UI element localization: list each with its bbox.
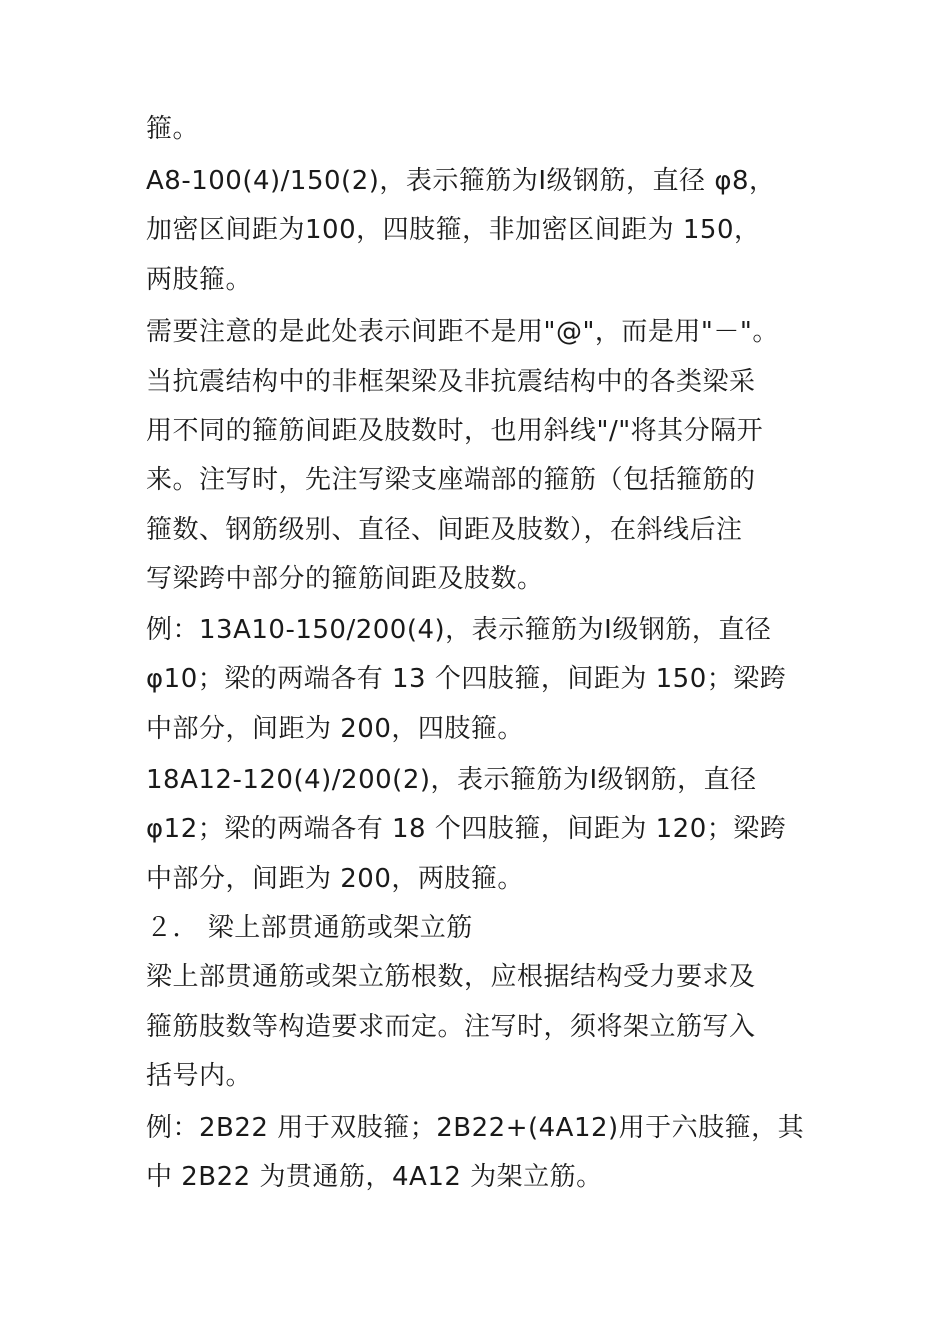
text-line: 中 2B22 为贯通筋，4A12 为架立筋。 — [146, 1162, 603, 1192]
text-line: 箍筋肢数等构造要求而定。注写时，须将架立筋写入 — [146, 1012, 756, 1042]
text-line: 括号内。 — [146, 1061, 253, 1091]
text-line: 写梁跨中部分的箍筋间距及肢数。 — [146, 564, 544, 594]
text-line: 箍。 — [146, 114, 200, 144]
text-line: 箍数、钢筋级别、直径、间距及肢数），在斜线后注 — [146, 515, 743, 545]
section-heading: ２． 梁上部贯通筋或架立筋 — [146, 913, 473, 943]
text-line: 来。注写时，先注写梁支座端部的箍筋（包括箍筋的 — [146, 465, 756, 495]
text-line: 例：2B22 用于双肢箍；2B22+(4A12)用于六肢箍，其 — [146, 1113, 805, 1143]
text-line: 例：13A10-150/200(4)，表示箍筋为Ⅰ级钢筋，直径 — [146, 615, 772, 645]
text-line: 当抗震结构中的非框架梁及非抗震结构中的各类梁采 — [146, 367, 756, 397]
text-line: 中部分，间距为 200，四肢箍。 — [146, 714, 524, 744]
text-line: 用不同的箍筋间距及肢数时，也用斜线"/"将其分隔开 — [146, 416, 764, 446]
text-line: φ10；梁的两端各有 13 个四肢箍，间距为 150；梁跨 — [146, 664, 787, 694]
text-line: 两肢箍。 — [146, 265, 253, 295]
text-line: 中部分，间距为 200，两肢箍。 — [146, 864, 524, 894]
text-line: φ12；梁的两端各有 18 个四肢箍，间距为 120；梁跨 — [146, 814, 787, 844]
text-line: 需要注意的是此处表示间距不是用"@"，而是用"－"。 — [146, 317, 779, 347]
text-line: 18A12-120(4)/200(2)，表示箍筋为Ⅰ级钢筋，直径 — [146, 765, 757, 795]
text-line: A8-100(4)/150(2)，表示箍筋为Ⅰ级钢筋，直径 φ8， — [146, 166, 776, 196]
text-line: 梁上部贯通筋或架立筋根数，应根据结构受力要求及 — [146, 962, 756, 992]
text-line: 加密区间距为100，四肢箍，非加密区间距为 150， — [146, 215, 761, 245]
